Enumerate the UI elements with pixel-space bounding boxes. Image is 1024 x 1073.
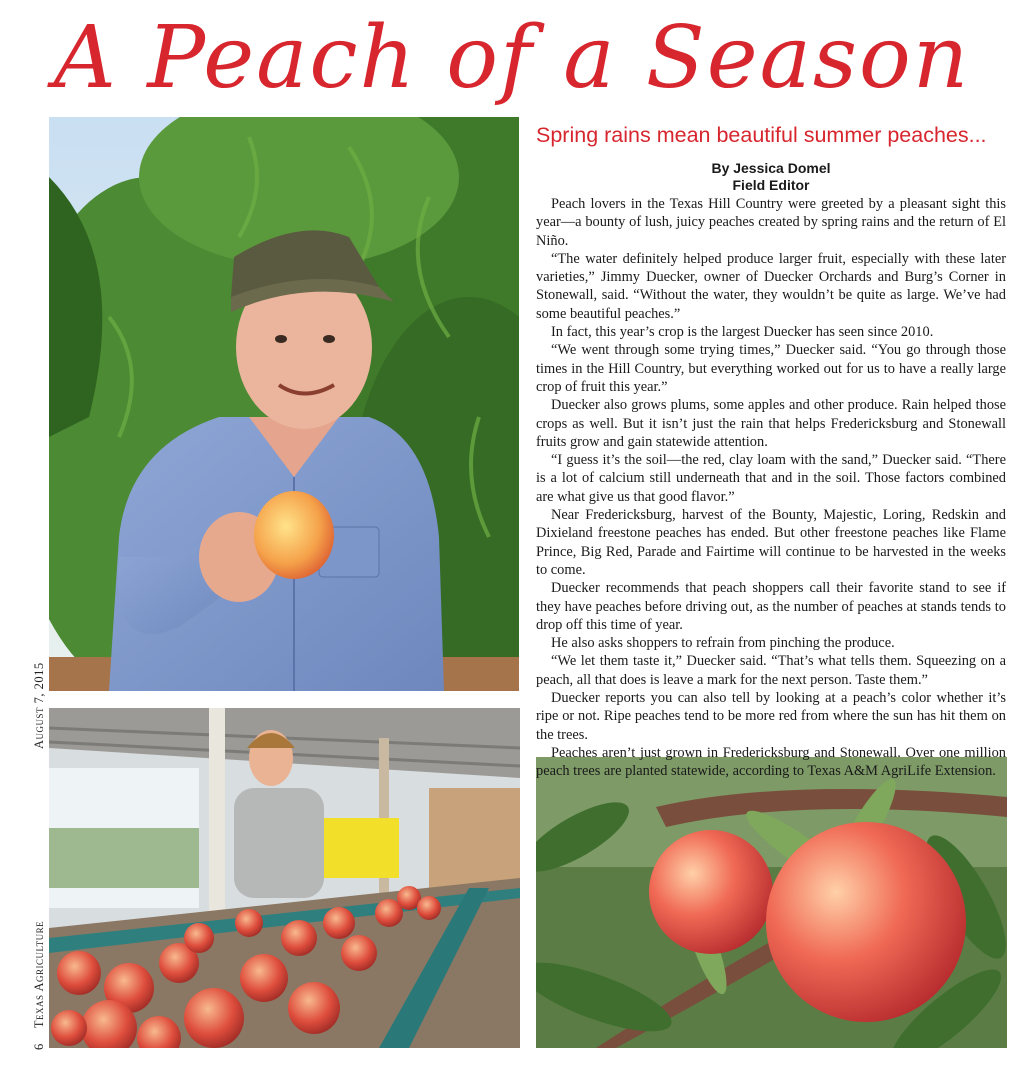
page-number: 6	[32, 1043, 46, 1050]
article-paragraph: “We let them taste it,” Duecker said. “That’s what tells them. Squeezing on a peach, all that does is leave a mark for the next person. Taste them.”	[536, 653, 1006, 688]
publication-name: Texas Agriculture	[32, 920, 46, 1029]
issue-date: August 7, 2015	[32, 662, 46, 749]
article-paragraph: He also asks shoppers to refrain from pinching the produce.	[551, 635, 895, 652]
article-paragraph: “I guess it’s the soil—the red, clay loam with the sand,” Duecker said. “There is a lot of calcium still underneath that and in the soil. Those factors combined are what give us that good flavor.”	[536, 452, 1006, 505]
article-paragraph: Duecker recommends that peach shoppers call their favorite stand to see if they have peaches before driving out, as the number of peaches at stands tends to drop off this time of year.	[536, 580, 1006, 633]
article-paragraph: “The water definitely helped produce larger fruit, especially with these later varieties,” Jimmy Duecker, owner of Duecker Orchards and Burg’s Corner in Stonewall, said. “Without the water, they wouldn’t be quite as large. We’ve had some beautiful peaches.”	[536, 250, 1006, 322]
byline	[536, 160, 1006, 194]
peaches-on-tree-photo	[536, 757, 1007, 1048]
article-paragraph: Duecker reports you can also tell by looking at a peach’s color whether it’s ripe or not. Ripe peaches tend to be more red from where the sun has hit them on the trees.	[536, 690, 1006, 743]
byline-author: By Jessica Domel	[711, 160, 831, 176]
article-paragraph: Duecker also grows plums, some apples and other produce. Rain helped those crops as well. But it isn’t just the rain that helps Fredericksburg and Stonewall fruits grow and gain statewide attention.	[536, 397, 1006, 450]
article-paragraph: Peach lovers in the Texas Hill Country were greeted by a pleasant sight this year—a bounty of lush, juicy peaches created by spring rains and the return of El Niño.	[536, 196, 1006, 249]
byline-role: Field Editor	[732, 177, 810, 193]
article-paragraph: In fact, this year’s crop is the largest Duecker has seen since 2010.	[551, 324, 934, 341]
article-body	[536, 195, 1006, 781]
page-folio	[32, 662, 47, 1050]
article-paragraph: “We went through some trying times,” Duecker said. “You go through those times in the Hill Country, but everything worked out for us to have a really large crop of fruit this year.”	[536, 342, 1006, 395]
article-paragraph: Near Fredericksburg, harvest of the Bounty, Majestic, Loring, Redskin and Dixieland freestone peaches has ended. But other freestone peaches like Flame Prince, Big Red, Parade and Fairtime will continue to be harvested in the weeks to come.	[536, 507, 1006, 578]
article-paragraph: Peaches aren’t just grown in Fredericksburg and Stonewall. Over one million peach trees are planted statewide, according to Texas A&M AgriLife Extension.	[536, 744, 1006, 780]
farmer-with-peach-photo	[49, 117, 519, 691]
peach-sorting-line-photo	[49, 708, 520, 1048]
subheadline: Spring rains mean beautiful summer peaches...	[536, 123, 987, 147]
headline: A Peach of a Season	[53, 8, 971, 108]
